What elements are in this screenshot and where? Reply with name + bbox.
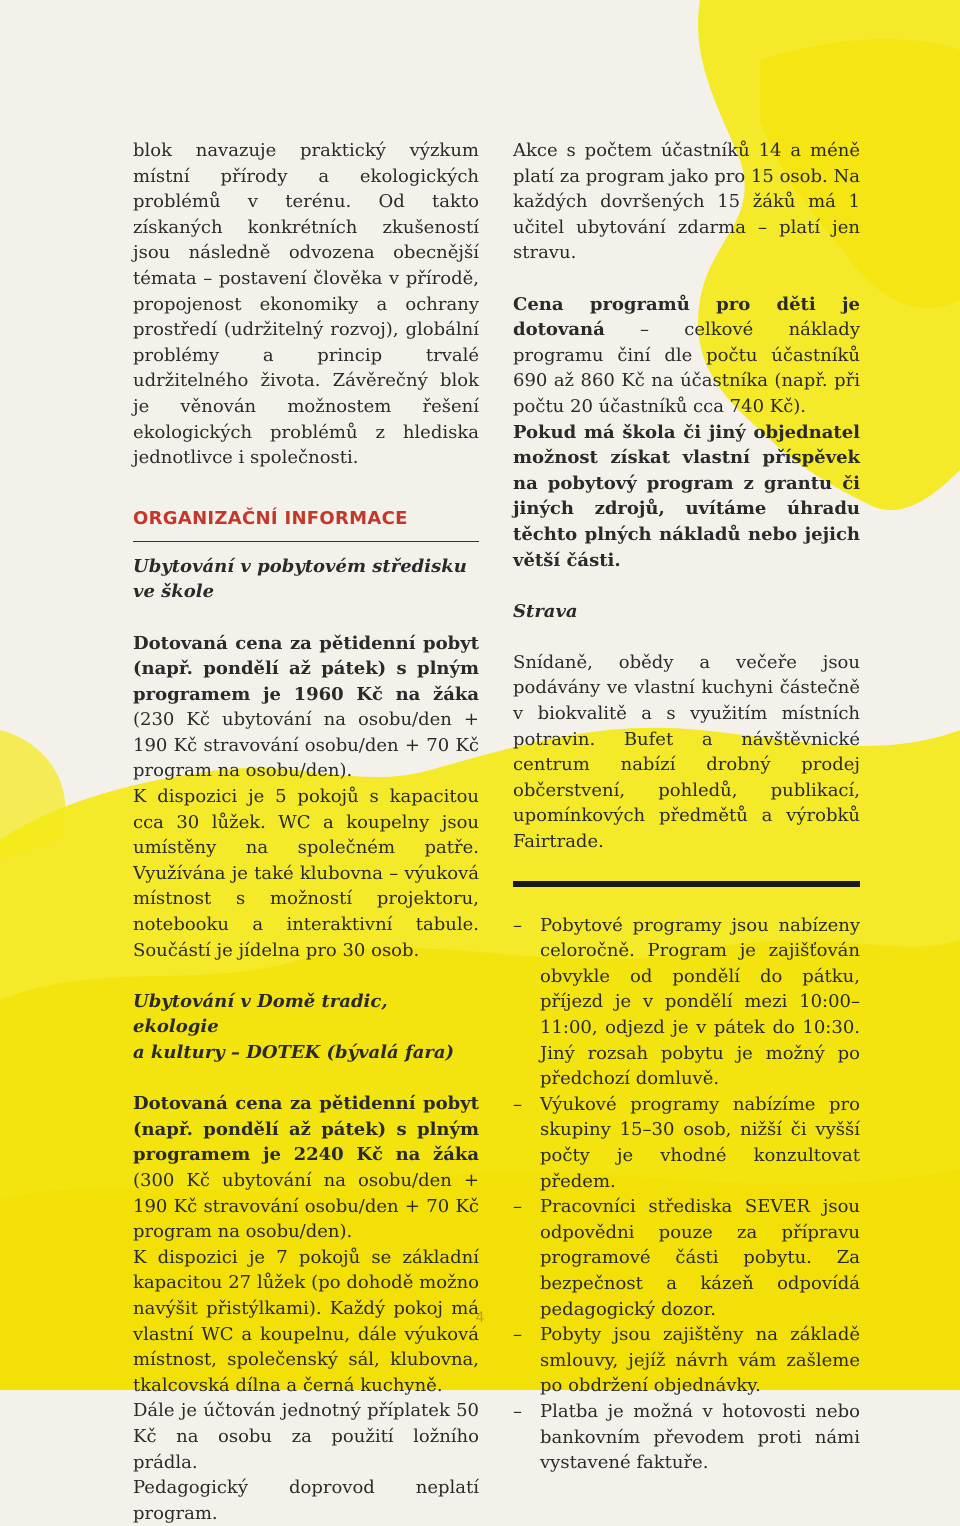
school-capacity-paragraph: K dispozici je 5 pokojů s kapacitou cca 30 lůžek. WC a koupelny jsou umístěny na společném patře. Využívána je také klubovna – výuková místnost s možností projektoru, notebooku a interaktivní tabule. Součástí je jídelna pro 30 osob. — [133, 786, 479, 961]
list-item — [513, 1092, 860, 1194]
bullet-text: Pobyty jsou zajištěny na základě smlouvy, jejíž návrh vám zašleme po obdržení objednávky. — [540, 1324, 860, 1397]
small-groups-paragraph: Akce s počtem účastníků 14 a méně platí za program jako pro 15 osob. Na každých dovršených 15 žáků má 1 učitel ubytování zdarma – platí jen stravu. — [513, 140, 860, 264]
school-accommodation-title: Ubytování v pobytovém středisku ve škole — [133, 555, 467, 603]
bullet-dash: – — [513, 1324, 522, 1346]
bullet-text: Výukové programy nabízíme pro skupiny 15–30 osob, nižší či vyšší počty je vhodné konzultovat předem. — [540, 1093, 860, 1192]
thick-divider — [513, 881, 860, 887]
info-bullet-list — [513, 913, 860, 1476]
subsidy-paragraph — [513, 292, 860, 420]
bullet-dash: – — [513, 1400, 522, 1422]
grant-paragraph: Pokud má škola či jiný objednatel možnost získat vlastní příspěvek na pobytový program z grantu či jiných zdrojů, uvítáme úhradu těchto plných nákladů nebo jejich větší části. — [513, 421, 860, 571]
page-number: 4 — [475, 1310, 485, 1326]
section-heading: ORGANIZAČNÍ INFORMACE — [133, 507, 408, 529]
dotek-title-line1: Ubytování v Domě tradic, ekologie — [133, 990, 388, 1038]
dotek-capacity-paragraph: K dispozici je 7 pokojů se základní kapacitou 27 lůžek (po dohodě možno navýšit přistýlkami). Každý pokoj má vlastní WC a koupelnu, dále výuková místnost, společenský sál, klubovna, tkalcovská dílna a černá kuchyně. — [133, 1246, 479, 1396]
teacher-note-paragraph: Pedagogický doprovod neplatí program. — [133, 1477, 479, 1524]
bullet-dash: – — [513, 1093, 522, 1115]
right-column — [513, 138, 860, 1476]
bullet-dash: – — [513, 914, 522, 936]
dotek-accommodation-title — [133, 989, 479, 1066]
dotek-price-paragraph — [133, 1091, 479, 1245]
subsidy-bold: Cena programů pro děti je dotovaná — [513, 293, 860, 341]
school-price-paragraph — [133, 631, 479, 785]
subsidy-detail: – celkové náklady programu činí dle počtu účastníků 690 až 860 Kč na účastníka (např. při počtu 20 účastníků cca 740 Kč). — [513, 319, 860, 417]
dotek-price-detail: (300 Kč ubytování na osobu/den + 190 Kč stravování osobu/den + 70 Kč program na osobu/den). — [133, 1169, 479, 1243]
dotek-title-line2: a kultury – DOTEK (bývalá fara) — [133, 1042, 455, 1063]
list-item — [513, 1399, 860, 1476]
bullet-text: Pracovníci střediska SEVER jsou odpovědni pouze za přípravu programové části pobytu. Za bezpečnost a kázeň odpovídá pedagogický dozor. — [540, 1196, 860, 1320]
intro-paragraph: blok navazuje praktický výzkum místní přírody a ekologických problémů v terénu. Od takto získaných konkrétních zkušeností jsou následně odvozena obecnější témata – postavení člověka v přírodě, propojenost ekonomiky a ochrany prostředí (udržitelný rozvoj), globální problémy a princip trvalé udržitelného života. Závěrečný blok je věnován možnostem řešení ekologických problémů z hlediska jednotlivce i společnosti. — [133, 140, 479, 469]
list-item — [513, 1194, 860, 1322]
school-price-detail: (230 Kč ubytování na osobu/den + 190 Kč stravování osobu/den + 70 Kč program na osobu/den). — [133, 709, 479, 782]
dotek-price-bold: Dotovaná cena za pětidenní pobyt (např. pondělí až pátek) s plným programem je 2240 Kč na žáka — [133, 1093, 479, 1166]
food-paragraph: Snídaně, obědy a večeře jsou podávány ve vlastní kuchyni částečně v biokvalitě a s využitím místních potravin. Bufet a návštěvnické centrum nabízí drobný prodej občerstvení, pohledů, publikací, upomínkových předmětů a výrobků Fairtrade. — [513, 651, 860, 853]
heading-divider — [133, 541, 479, 542]
bullet-text: Platba je možná v hotovosti nebo bankovním převodem proti námi vystavené faktuře. — [540, 1400, 860, 1474]
bullet-dash: – — [513, 1196, 522, 1218]
school-price-bold: Dotovaná cena za pětidenní pobyt (např. pondělí až pátek) s plným programem je 1960 Kč na žáka — [133, 632, 479, 705]
linen-surcharge-paragraph: Dále je účtován jednotný příplatek 50 Kč na osobu za použití ložního prádla. — [133, 1400, 479, 1473]
list-item — [513, 1322, 860, 1399]
food-title: Strava — [513, 600, 578, 622]
bullet-text: Pobytové programy jsou nabízeny celoročně. Program je zajišťován obvykle od pondělí do pátku, příjezd je v pondělí mezi 10:00–11:00, odjezd je v pátek do 10:30. Jiný rozsah pobytu je možný po předchozí domluvě. — [540, 914, 860, 1090]
list-item — [513, 913, 860, 1092]
